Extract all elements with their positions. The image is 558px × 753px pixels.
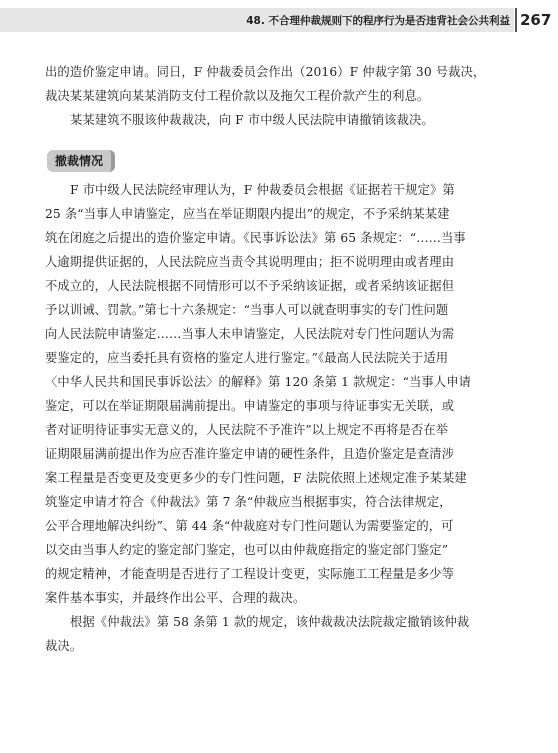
text-line: 裁决某某建筑向某某消防支付工程价款以及拖欠工程价款产生的利息。 bbox=[45, 89, 430, 103]
text-line: 鉴定，可以在举证期限届满前提出。申请鉴定的事项与待证事实无关联，或 bbox=[45, 399, 455, 413]
text-line: 证期限届满前提出作为应否准许鉴定申请的硬性条件，且造价鉴定是查清涉 bbox=[45, 447, 455, 461]
text-line: 要鉴定的，应当委托具有资格的鉴定人进行鉴定。”《最高人民法院关于适用 bbox=[45, 351, 449, 365]
text-line: 向人民法院申请鉴定……当事人未申请鉴定，人民法院对专门性问题认为需 bbox=[45, 327, 455, 341]
text-line: 者对证明待证事实无意义的，人民法院不予准许”以上规定不再将是否在举 bbox=[45, 423, 449, 437]
text-line: 案件基本事实，并最终作出公平、合理的裁决。 bbox=[45, 591, 306, 605]
text-line: 筑在闭庭之后提出的造价鉴定申请。《民事诉讼法》第 65 条规定：“……当事 bbox=[45, 231, 466, 245]
intro-paragraph-2 bbox=[45, 108, 515, 132]
header-divider bbox=[515, 8, 517, 32]
text-line: 的规定精神，才能查明是否进行了工程设计变更，实际施工工程量是多少等 bbox=[45, 567, 455, 581]
text-line: 人逾期提供证据的，人民法院应当责令其说明理由；拒不说明理由或者理由 bbox=[45, 255, 455, 269]
running-header-title: 48. 不合理仲裁规则下的程序行为是否违背社会公共利益 bbox=[246, 15, 510, 27]
text-line: 公平合理地解决纠纷”、第 44 条“仲裁庭对专门性问题认为需要鉴定的，可 bbox=[45, 519, 454, 533]
text-line: F 市中级人民法院经审理认为，F 仲裁委员会根据《证据若干规定》第 bbox=[70, 183, 455, 197]
text-line: 案工程量是否变更及变更多少的专门性问题，F 法院依照上述规定准予某某建 bbox=[45, 471, 467, 485]
section-paragraph-1 bbox=[45, 178, 515, 610]
section-heading: 撤裁情况 bbox=[47, 150, 115, 172]
text-line: 某某建筑不服该仲裁裁决，向 F 市中级人民法院申请撤销该裁决。 bbox=[70, 113, 434, 127]
text-line: 不成立的，人民法院根据不同情形可以不予采纳该证据，或者采纳该证据但 bbox=[45, 279, 455, 293]
text-line: 出的造价鉴定申请。同日，F 仲裁委员会作出（2016）F 仲裁字第 30 号裁决， bbox=[45, 65, 486, 79]
text-line: 根据《仲裁法》第 58 条第 1 款的规定，该仲裁裁决法院裁定撤销该仲裁 bbox=[70, 615, 470, 629]
text-line: 25 条“当事人申请鉴定，应当在举证期限内提出”的规定，不予采纳某某建 bbox=[45, 207, 450, 221]
text-line: 裁决。 bbox=[45, 639, 83, 653]
text-line: 筑鉴定申请才符合《仲裁法》第 7 条“仲裁应当根据事实，符合法律规定， bbox=[45, 495, 452, 509]
page-number: 267 bbox=[520, 11, 552, 29]
text-line: 〈中华人民共和国民事诉讼法〉的解释》第 120 条第 1 款规定：“当事人申请 bbox=[45, 375, 472, 389]
text-line: 以交由当事人约定的鉴定部门鉴定，也可以由仲裁庭指定的鉴定部门鉴定” bbox=[45, 543, 449, 557]
page-body bbox=[45, 60, 515, 658]
text-line: 予以训诫、罚款。”第七十六条规定：“当事人可以就查明事实的专门性问题 bbox=[45, 303, 449, 317]
section-paragraph-2 bbox=[45, 610, 515, 658]
intro-paragraph bbox=[45, 60, 515, 108]
